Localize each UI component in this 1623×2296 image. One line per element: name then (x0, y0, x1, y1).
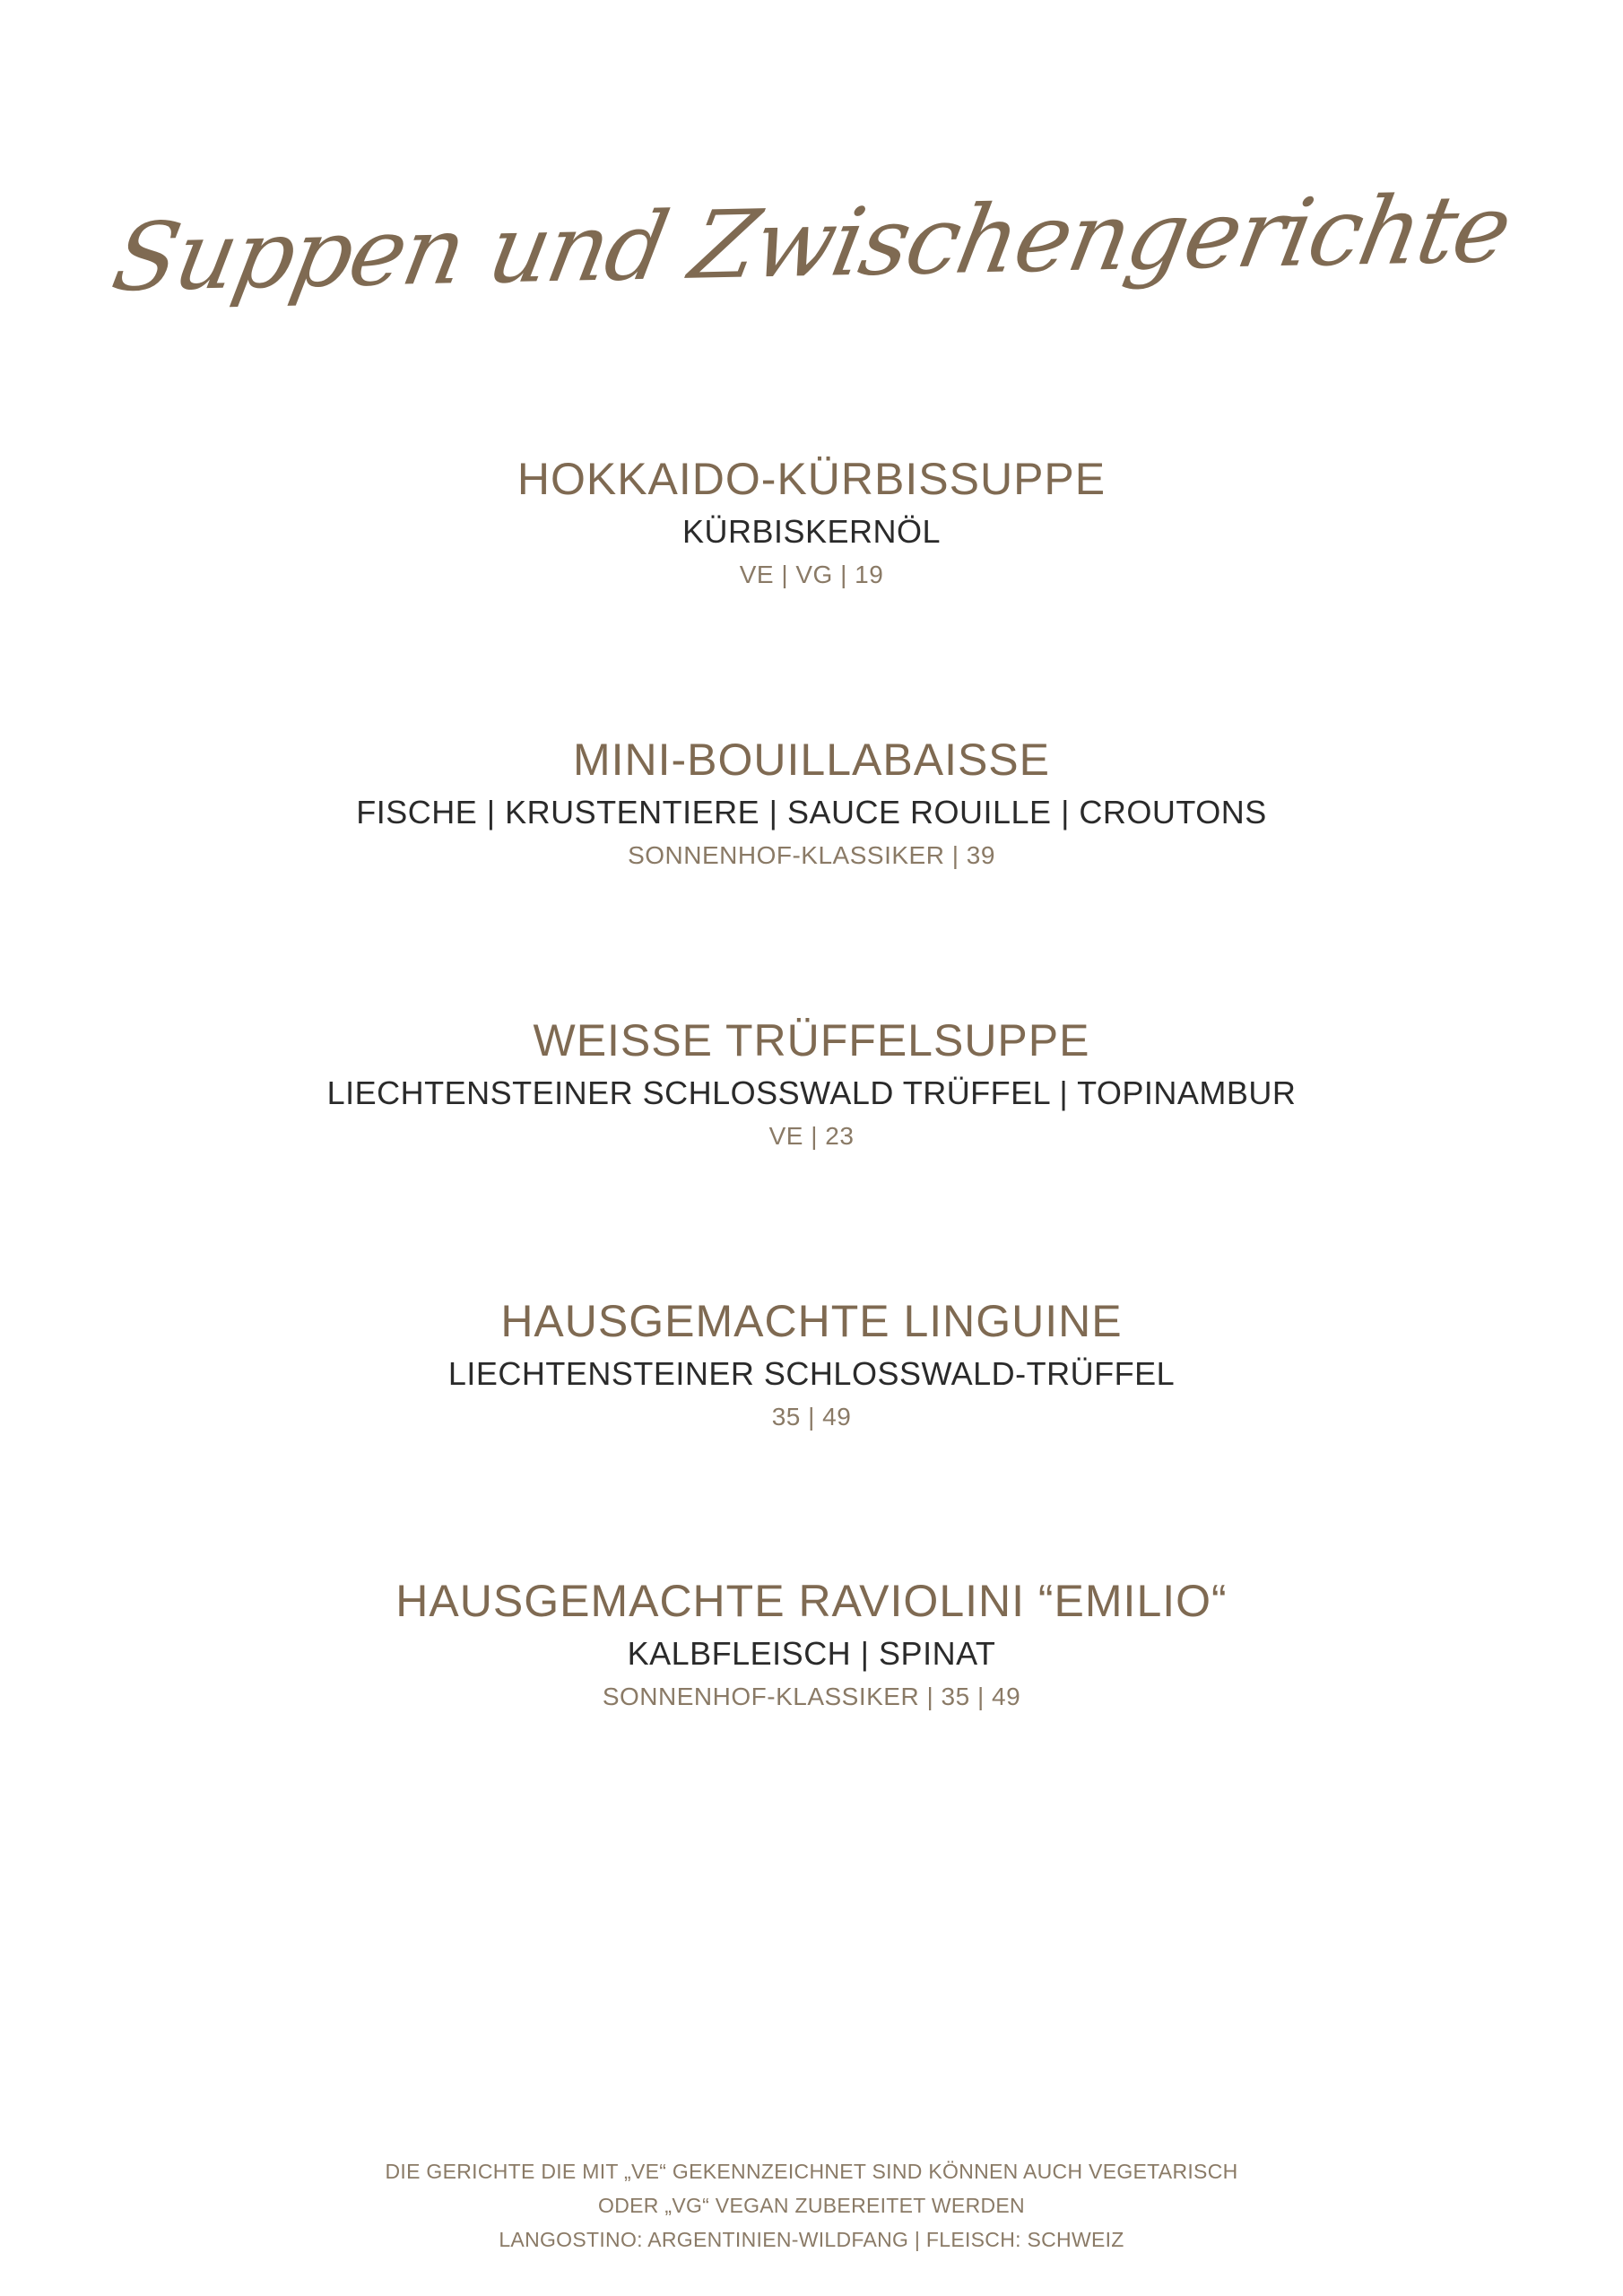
dish-meta: VE | 23 (768, 1122, 855, 1150)
dish-item (0, 734, 1623, 872)
footer-line: LANGOSTINO: ARGENTINIEN-WILDFANG | FLEISCH: SCHWEIZ (499, 2228, 1124, 2251)
footer-line: DIE GERICHTE DIE MIT „VE“ GEKENNZEICHNET SIND KÖNNEN AUCH VEGETARISCH (385, 2160, 1238, 2183)
page-title: Suppen und Zwischengerichte (104, 173, 1519, 313)
dish-name: HAUSGEMACHTE LINGUINE (500, 1296, 1123, 1346)
dish-item (0, 1575, 1623, 1713)
footer-line: ODER „VG“ VEGAN ZUBEREITET WERDEN (598, 2194, 1025, 2217)
dish-meta: SONNENHOF-KLASSIKER | 39 (628, 841, 995, 869)
dish-description: KALBFLEISCH | SPINAT (627, 1635, 996, 1672)
dish-item (0, 1295, 1623, 1433)
dish-name: WEISSE TRÜFFELSUPPE (533, 1015, 1090, 1065)
dish-description: FISCHE | KRUSTENTIERE | SAUCE ROUILLE | CROUTONS (356, 794, 1267, 831)
dish-meta: SONNENHOF-KLASSIKER | 35 | 49 (602, 1683, 1021, 1710)
dish-meta: VE | VG | 19 (739, 561, 884, 588)
dish-name: HOKKAIDO-KÜRBISSUPPE (516, 454, 1107, 504)
dish-name: HAUSGEMACHTE RAVIOLINI “EMILIO“ (395, 1576, 1228, 1626)
footer-note (0, 2154, 1623, 2257)
dish-item (0, 1014, 1623, 1152)
dish-description: LIECHTENSTEINER SCHLOSSWALD TRÜFFEL | TOPINAMBUR (326, 1074, 1297, 1111)
dish-item (0, 453, 1623, 591)
dish-description: KÜRBISKERNÖL (681, 513, 942, 550)
dish-description: LIECHTENSTEINER SCHLOSSWALD-TRÜFFEL (447, 1355, 1176, 1392)
dish-meta: 35 | 49 (771, 1403, 852, 1431)
dish-name: MINI-BOUILLABAISSE (572, 735, 1051, 785)
